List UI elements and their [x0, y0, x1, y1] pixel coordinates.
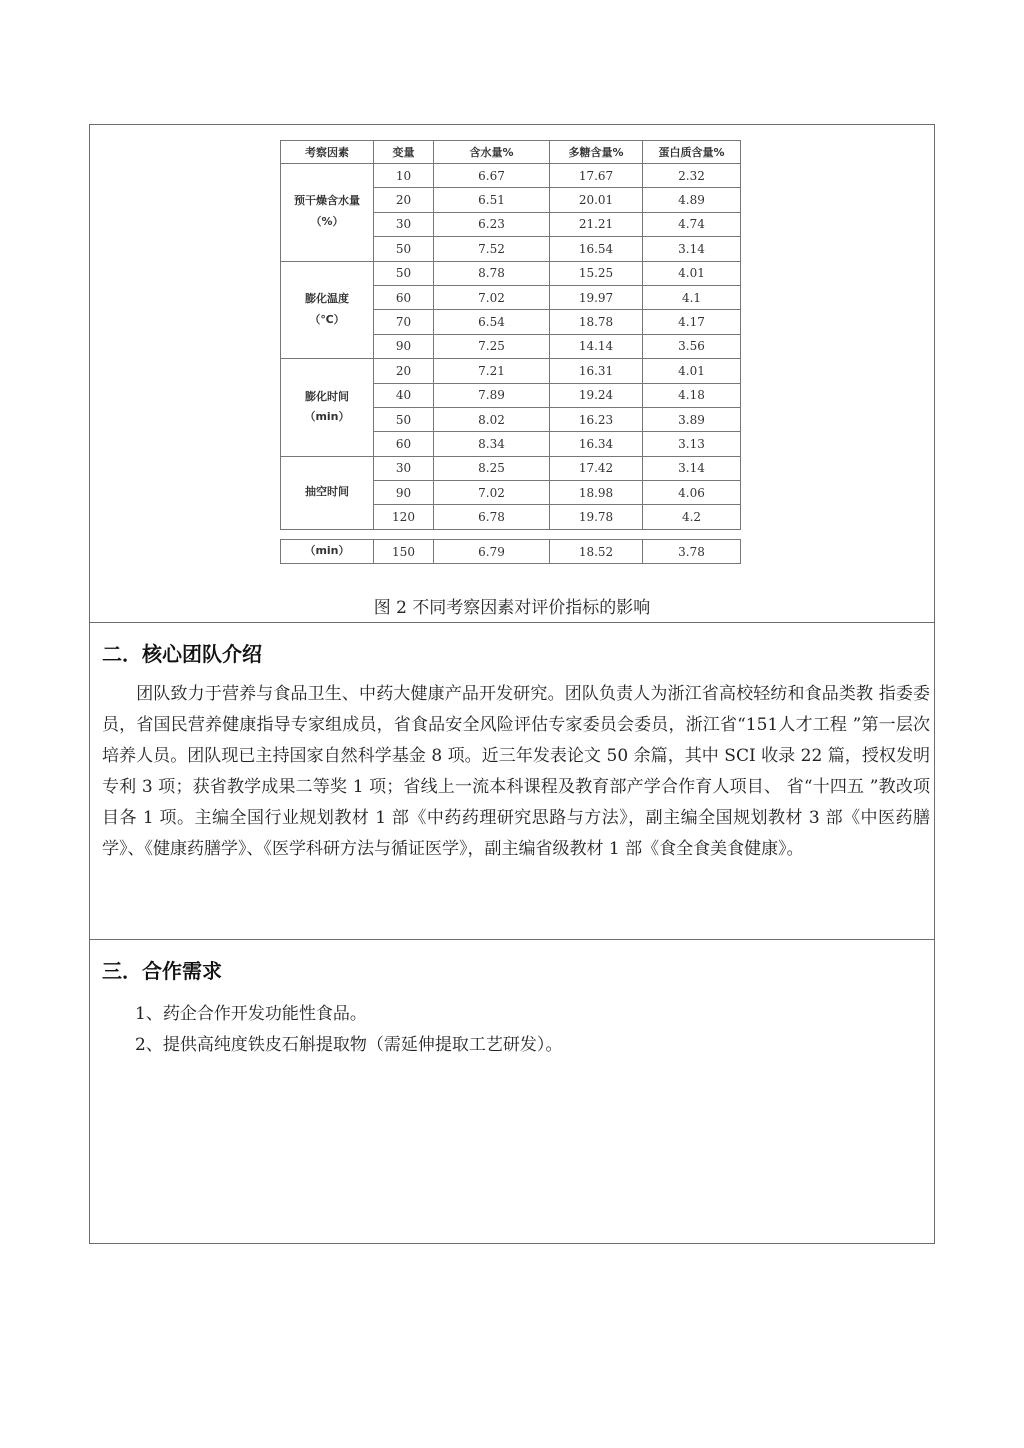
table-cell: 3.13	[643, 432, 741, 456]
table-gap	[281, 529, 741, 539]
factor-unit: （℃）	[309, 312, 345, 326]
table-cell: 6.67	[434, 164, 550, 188]
table-cell: 6.78	[434, 505, 550, 529]
header-moisture: 含水量%	[434, 141, 550, 164]
table-cell: 7.02	[434, 481, 550, 505]
table-cell: 60	[374, 285, 434, 309]
section2-title: 二．核心团队介绍	[102, 642, 262, 666]
table-cell: 17.67	[550, 164, 643, 188]
table-cell: 4.1	[643, 285, 741, 309]
table-cell: 17.42	[550, 456, 643, 480]
table-cell: 16.23	[550, 407, 643, 431]
table-cell: 3.78	[643, 539, 741, 563]
table-cell: 19.97	[550, 285, 643, 309]
table-cell: 3.14	[643, 237, 741, 261]
table-cell: 50	[374, 407, 434, 431]
table-cell: 18.98	[550, 481, 643, 505]
requirement-item-1: 1、药企合作开发功能性食品。	[135, 1004, 367, 1024]
document-frame	[89, 124, 935, 1244]
table-cell: 19.78	[550, 505, 643, 529]
table-header-row	[281, 141, 741, 164]
team-introduction-text: 团队致力于营养与食品卫生、中药大健康产品开发研究。团队负责人为浙江省高校轻纺和食品类教 指委委员，省国民营养健康指导专家组成员，省食品安全风险评估专家委员会委员，浙江省“151人才工程 ”第一层次培养人员。团队现已主持国家自然科学基金 8 项。近三年发表论文 50 余篇，其中 SCI 收录 22 篇，授权发明专利 3 项；获省教学成果二等奖 1 项；省线上一流本科课程及教育部产学合作育人项目、 省“十四五 ”教改项目各 1 项。主编全国行业规划教材 1 部《中药药理研究思路与方法》，副主编全国规划教材 3 部《中医药膳学》、《健康药膳学》、《医学科研方法与循证医学》，副主编省级教材 1 部《食全食美食健康》。	[102, 684, 930, 859]
table-cell: 18.52	[550, 539, 643, 563]
factor-name: 膨化温度	[305, 291, 349, 305]
table-cell: 18.78	[550, 310, 643, 334]
table-cell: 4.01	[643, 261, 741, 285]
table-cell: 10	[374, 164, 434, 188]
table-cell: 15.25	[550, 261, 643, 285]
factor-unit: （min）	[304, 410, 350, 424]
table-cell: 6.51	[434, 188, 550, 212]
table-cell: 19.24	[550, 383, 643, 407]
table-cell: 3.14	[643, 456, 741, 480]
table-cell: 20	[374, 359, 434, 383]
table-cell: 60	[374, 432, 434, 456]
table-cell: 7.02	[434, 285, 550, 309]
table-row	[281, 456, 741, 480]
table-cell: 16.54	[550, 237, 643, 261]
table-cell: 7.25	[434, 334, 550, 358]
factor-unit: （%）	[310, 215, 344, 229]
table-cell: 8.02	[434, 407, 550, 431]
table-cell: 20	[374, 188, 434, 212]
header-protein: 蛋白质含量%	[643, 141, 741, 164]
table-cell: 30	[374, 456, 434, 480]
table-cell: 90	[374, 481, 434, 505]
table-cell: 20.01	[550, 188, 643, 212]
table-row	[281, 359, 741, 383]
table-cell: 50	[374, 237, 434, 261]
table-cell: 4.89	[643, 188, 741, 212]
table-cell: 40	[374, 383, 434, 407]
requirement-item-2: 2、提供高纯度铁皮石斛提取物（需延伸提取工艺研发）。	[135, 1035, 563, 1055]
table-cell: 150	[374, 539, 434, 563]
table-cell: 4.01	[643, 359, 741, 383]
table-cell: 14.14	[550, 334, 643, 358]
table-cell: 7.89	[434, 383, 550, 407]
divider	[90, 622, 934, 623]
table-cell: 7.52	[434, 237, 550, 261]
factor-name: 抽空时间	[305, 485, 349, 499]
table-cell: 8.34	[434, 432, 550, 456]
figure-caption: 图 2 不同考察因素对评价指标的影响	[373, 598, 651, 618]
table-row	[281, 539, 741, 563]
divider	[90, 939, 934, 940]
factor-label	[281, 359, 374, 457]
table-cell: 8.78	[434, 261, 550, 285]
factor-label	[281, 261, 374, 359]
header-factor: 考察因素	[281, 141, 374, 164]
table-cell: 3.89	[643, 407, 741, 431]
table-cell: 21.21	[550, 212, 643, 236]
table-cell: 30	[374, 212, 434, 236]
factor-results-table	[280, 140, 741, 564]
table-cell: 3.56	[643, 334, 741, 358]
table-cell: 16.34	[550, 432, 643, 456]
factor-name: 预干燥含水量	[294, 194, 360, 208]
factor-label	[281, 456, 374, 529]
table-cell: 2.32	[643, 164, 741, 188]
table-cell: 120	[374, 505, 434, 529]
table-cell: 70	[374, 310, 434, 334]
table-cell: 6.54	[434, 310, 550, 334]
table-row	[281, 261, 741, 285]
table-cell: 4.18	[643, 383, 741, 407]
table-cell: 7.21	[434, 359, 550, 383]
section3-title: 三．合作需求	[102, 959, 222, 983]
table-cell: 16.31	[550, 359, 643, 383]
table-cell: 8.25	[434, 456, 550, 480]
table-cell: 50	[374, 261, 434, 285]
table-row	[281, 164, 741, 188]
factor-label	[281, 164, 374, 262]
factor-unit: （min）	[281, 539, 374, 563]
table-cell: 4.06	[643, 481, 741, 505]
table-cell: 6.23	[434, 212, 550, 236]
header-variable: 变量	[374, 141, 434, 164]
factor-name: 膨化时间	[305, 389, 349, 403]
table-cell: 4.17	[643, 310, 741, 334]
table-cell: 4.74	[643, 212, 741, 236]
table-cell: 6.79	[434, 539, 550, 563]
header-polysaccharide: 多糖含量%	[550, 141, 643, 164]
table-cell: 4.2	[643, 505, 741, 529]
gap-cell	[281, 529, 741, 539]
table-cell: 90	[374, 334, 434, 358]
